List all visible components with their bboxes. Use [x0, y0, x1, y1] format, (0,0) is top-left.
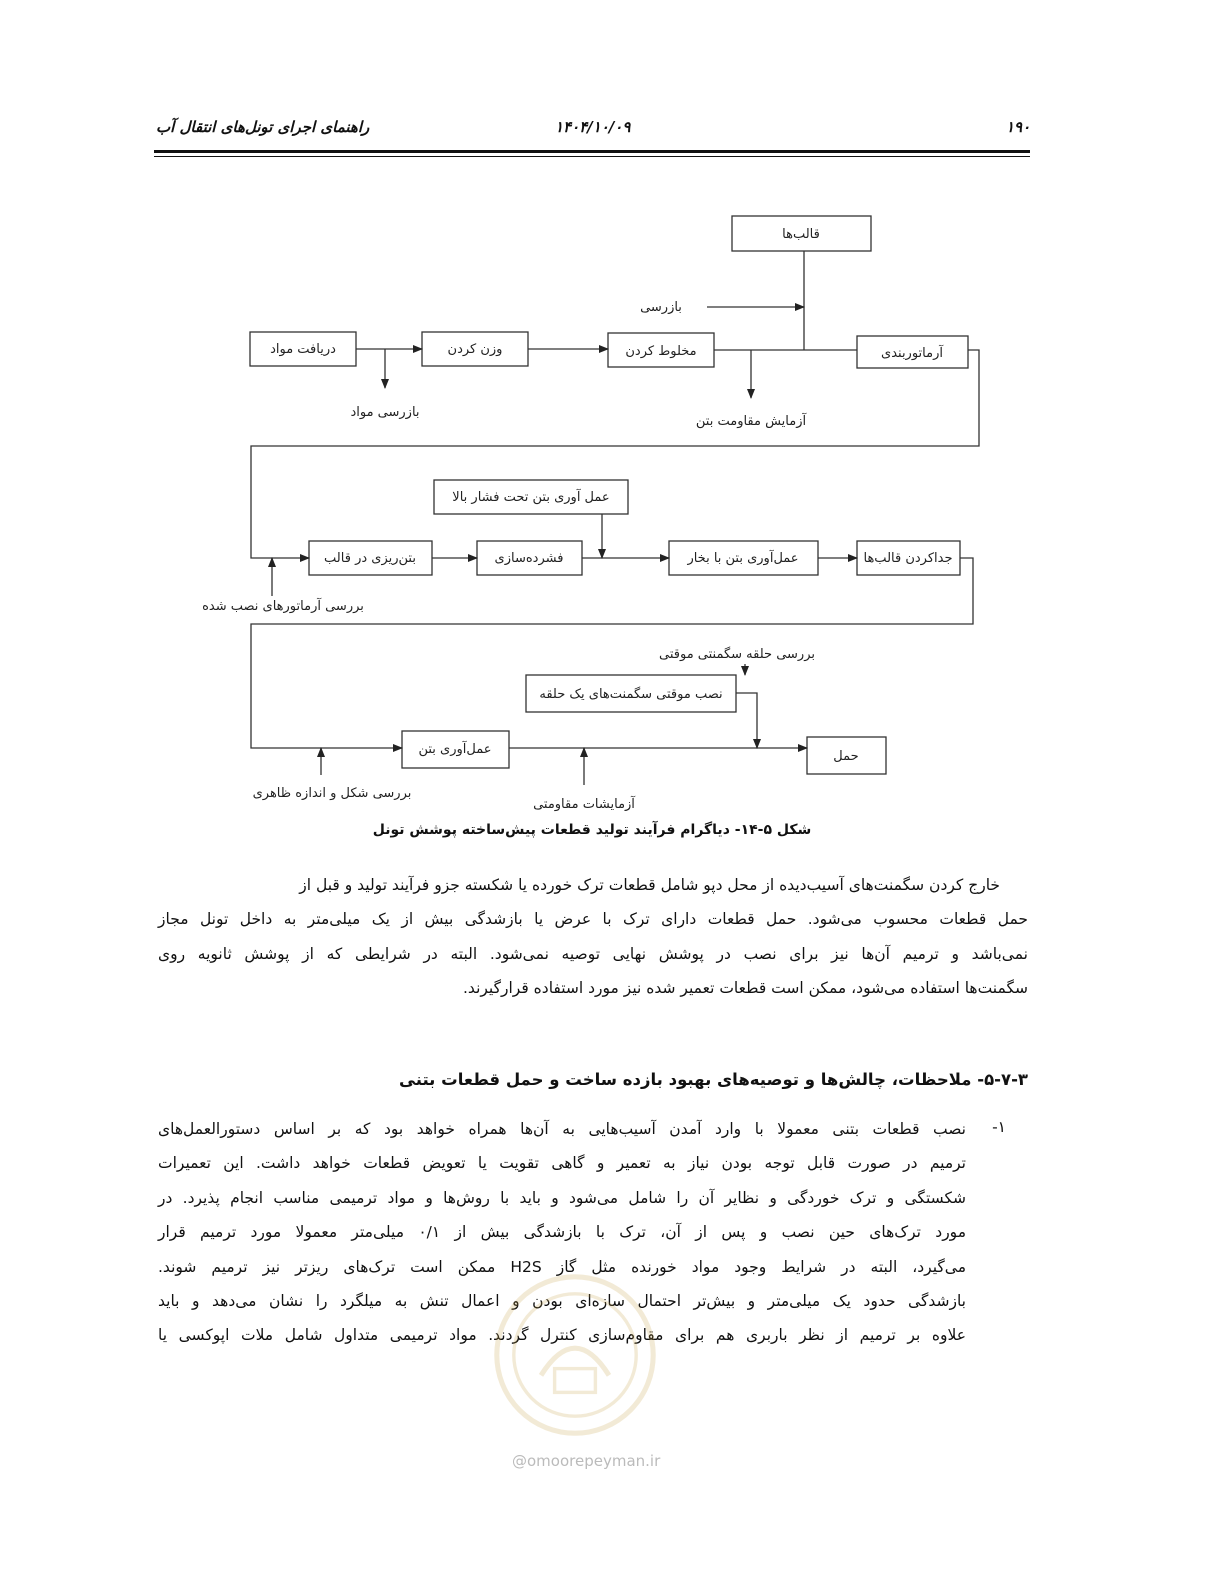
paragraph-line: سگمنت‌ها استفاده می‌شود، ممکن است قطعات تعمیر شده نیز مورد استفاده قرارگیرند. [463, 979, 1028, 998]
watermark-text: @omoorepeyman.ir [512, 1452, 661, 1470]
label-steam-curing: عمل‌آوری بتن با بخار [687, 551, 799, 566]
list-line: بازشدگی حدود یک میلی‌متر و بیش‌تر احتمال سازه‌ای بودن و اعمال تنش به میلگرد را نشان می‌دهد و باید [158, 1291, 966, 1310]
list-item-number: ۱- [992, 1118, 1006, 1136]
arrow-temp-ring-down [736, 693, 757, 748]
header-date: ۱۴۰۴/۱۰/۰۹ [555, 118, 631, 136]
label-molds: قالب‌ها [782, 227, 820, 242]
label-concrete-curing: عمل‌آوری بتن [418, 742, 492, 757]
paragraph-1 [158, 868, 1028, 1006]
label-concrete-strength-test: آزمایش مقاومت بتن [695, 414, 807, 429]
list-line: شکستگی و ترک خوردگی و نظایر آن را شامل می‌شود و باید با روش‌ها و مواد ترمیمی مناسب انجام پذیرد. در [158, 1188, 966, 1207]
label-transport: حمل [833, 749, 859, 764]
label-high-pressure-curing: عمل آوری بتن تحت فشار بالا [452, 490, 610, 505]
label-inspection: بازرسی [640, 300, 682, 315]
label-reinforcement: آرماتوربندی [881, 346, 943, 361]
label-rebar-check: بررسی آرماتورهای نصب شده [202, 599, 364, 614]
list-line: مورد ترک‌های حین نصب و پس از آن، ترک با بازشدگی بیش از ۰/۱ میلی‌متر معمولا مورد ترمیم قرار [158, 1223, 966, 1242]
line-row2-to-row3 [251, 558, 973, 748]
label-temp-ring-check: بررسی حلقه سگمنتی موقتی [659, 647, 815, 662]
label-mixing: مخلوط کردن [625, 344, 697, 359]
figure-caption: شکل ۵-۱۴- دیاگرام فرآیند تولید قطعات پیش‌ساخته پوشش تونل [372, 822, 812, 838]
label-strength-tests: آزمایشات مقاومتی [533, 797, 635, 812]
label-demolding: جداکردن قالب‌ها [863, 551, 953, 566]
paragraph-line: خارج کردن سگمنت‌های آسیب‌دیده از محل دپو شامل قطعات ترک خورده یا شکسته جزو فرآیند تولید و قبل از [299, 876, 1000, 894]
paragraph-line: نمی‌باشد و ترمیم آن‌ها نیز برای نصب در پوشش نهایی توصیه نمی‌شود. البته در شرایطی که از پوشش ثانویه روی [158, 944, 1028, 963]
watermark-seal-icon [490, 1270, 660, 1440]
label-weighing: وزن کردن [447, 342, 503, 357]
label-compaction: فشرده‌سازی [494, 551, 564, 566]
list-line: می‌گیرد، البته در شرایط وجود مواد خورنده مثل گاز H2S ممکن است ترک‌های ریزتر نیز ترمیم شوند. [158, 1257, 967, 1276]
line-row1-to-row2 [251, 350, 979, 558]
label-temp-ring-install: نصب موقتی سگمنت‌های یک حلقه [539, 687, 723, 702]
label-shape-size-check: بررسی شکل و اندازه ظاهری [252, 786, 412, 801]
list-line: نصب قطعات بتنی معمولا با وارد آمدن آسیب‌هایی به آن‌ها همراه خواهد بود که بر اساس دستورالعمل‌های [158, 1120, 966, 1138]
book-title: راهنمای اجرای تونل‌های انتقال آب [156, 118, 370, 136]
list-line: علاوه بر ترمیم از نظر باربری هم برای مقاوم‌سازی کنترل گردند. مواد ترمیمی متداول شامل ملات اپوکسی یا [158, 1326, 966, 1345]
label-receive-materials: دریافت مواد [270, 342, 336, 357]
paragraph-line: حمل قطعات محسوب می‌شود. حمل قطعات دارای ترک با عرض یا بازشدگی بیش از یک میلی‌متر به داخل تونل مجاز [158, 910, 1028, 929]
label-material-inspection: بازرسی مواد [350, 405, 420, 420]
page-number: ۱۹۰ [1006, 118, 1031, 136]
list-line: ترمیم در صورت قابل توجه بودن نیاز به تعمیر و گاهی تقویت یا تعویض قطعات خواهد داشت. این تعمیرات [158, 1154, 966, 1173]
label-casting: بتن‌ریزی در قالب [324, 551, 416, 566]
section-heading: ۵-۷-۳- ملاحظات، چالش‌ها و توصیه‌های بهبود بازده ساخت و حمل قطعات بتنی [399, 1070, 1028, 1089]
